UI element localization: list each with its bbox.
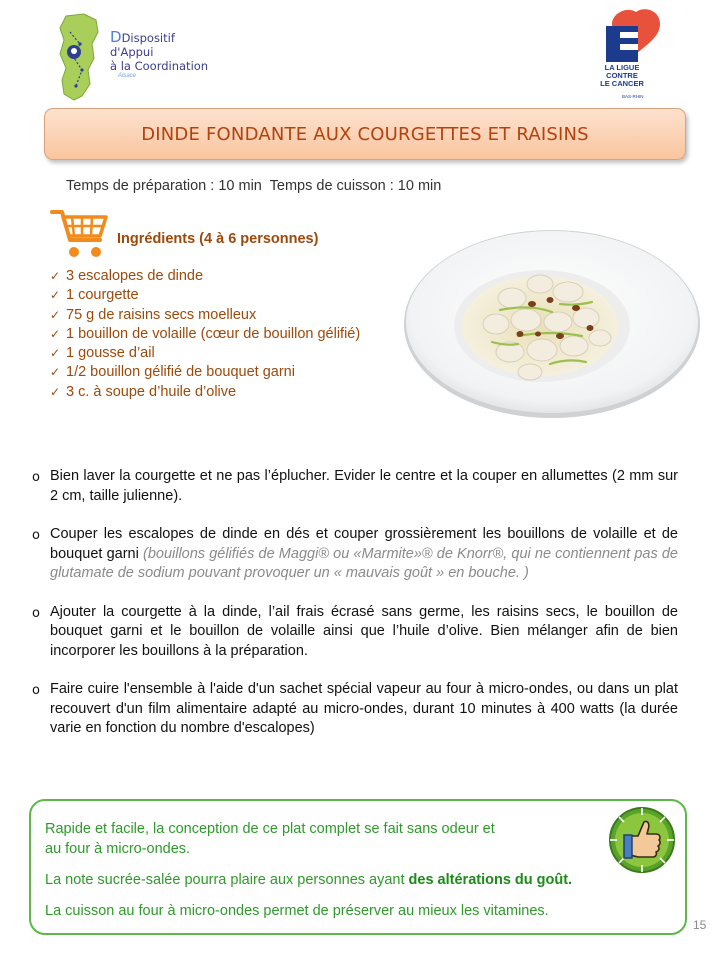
dac-logo-line1: Dispositif bbox=[121, 31, 175, 45]
ligue-cancer-logo-text bbox=[598, 64, 646, 88]
dish-photo bbox=[400, 224, 704, 434]
thumbs-up-icon bbox=[608, 806, 676, 874]
check-icon: ✓ bbox=[50, 307, 61, 322]
check-icon: ✓ bbox=[50, 269, 61, 283]
tip-taste bbox=[45, 871, 572, 891]
ligue-line2: CONTRE bbox=[606, 71, 638, 80]
ligue-sub: BAS-RHIN bbox=[622, 94, 644, 99]
bullet-icon: o bbox=[32, 470, 40, 485]
ligue-line1: LA LIGUE bbox=[604, 63, 640, 72]
step-text: Faire cuire l'ensemble à l'aide d'un sachet spécial vapeur au four à micro-ondes, ou dans un plat recouvert d'un film alimentaire adapté au micro-ondes, durant 10 minutes à 400 watts (la durée varie en fonction du nombre d'escalopes) bbox=[50, 681, 678, 736]
ingredient-item: ✓ 1 bouillon de volaille (cœur de bouillon gélifié) bbox=[50, 325, 360, 344]
step-item bbox=[32, 467, 678, 506]
bullet-icon: o bbox=[32, 683, 40, 698]
prep-cook-times: Temps de préparation : 10 min Temps de cuisson : 10 min bbox=[66, 178, 442, 194]
dac-logo-line3: à la Coordination bbox=[110, 59, 209, 73]
ligue-line3: LE CANCER bbox=[600, 79, 644, 88]
dac-logo-sub: Alsace bbox=[118, 73, 137, 79]
step-note: (bouillons gélifiés de Maggi® ou «Marmite»® de Knorr®, qui ne contiennent pas de glutamate de sodium pouvant provoquer un « mauvais goût » en bouche. ) bbox=[50, 545, 678, 581]
preparation-steps bbox=[32, 467, 678, 758]
ingredient-item: ✓ 75 g de raisins secs moelleux bbox=[50, 306, 360, 325]
tip-taste-bold: des altérations du goût. bbox=[408, 872, 573, 888]
step-text: Couper les escalopes de dinde en dés et couper grossièrement les bouillons de volaille et de bouquet garni bbox=[50, 526, 678, 562]
ingredient-item: ✓ 1 gousse d’ail bbox=[50, 344, 360, 363]
step-item bbox=[32, 603, 678, 662]
tip-quick bbox=[45, 820, 495, 859]
ingredient-item: ✓ 3 c. à soupe d’huile d’olive bbox=[50, 383, 360, 402]
alsace-map-icon bbox=[52, 10, 112, 106]
step-text: Ajouter la courgette à la dinde, l’ail frais écrasé sans germe, les raisins secs, le bouillon de bouquet garni et le bouillon de volaille ainsi que l’huile d’olive. Bien mélanger afin de bien incorporer les bouillons à la préparation. bbox=[50, 603, 678, 659]
ligue-cancer-emblem-icon bbox=[598, 8, 674, 64]
check-icon: ✓ bbox=[50, 346, 61, 361]
tips-box bbox=[29, 799, 687, 935]
ingredient-list bbox=[50, 267, 360, 402]
check-icon: ✓ bbox=[50, 326, 61, 341]
ingredient-item: ✓ 1/2 bouillon gélifié de bouquet garni bbox=[50, 363, 360, 382]
check-icon: ✓ bbox=[50, 365, 61, 380]
ingredients-heading: Ingrédients (4 à 6 personnes) bbox=[117, 231, 319, 247]
tip-taste-text: La note sucrée-salée pourra plaire aux personnes ayant bbox=[45, 872, 409, 888]
bullet-icon: o bbox=[32, 528, 40, 543]
dac-logo-text: DDispositif d'Appui à la Coordination bbox=[110, 28, 209, 73]
tip-quick-line1: Rapide et facile, la conception de ce plat complet se fait sans odeur et bbox=[45, 821, 495, 837]
step-text: Bien laver la courgette et ne pas l’éplucher. Evider le centre et la couper en allumettes (2 mm sur 2 cm, taille julienne). bbox=[50, 468, 678, 504]
bullet-icon: o bbox=[32, 605, 40, 621]
step-item bbox=[32, 525, 678, 584]
check-icon: ✓ bbox=[50, 384, 61, 399]
recipe-title-banner bbox=[44, 108, 686, 160]
tip-quick-line2: au four à micro-ondes. bbox=[45, 840, 191, 857]
dac-logo bbox=[52, 10, 212, 106]
dac-logo-line2: d'Appui bbox=[110, 45, 154, 59]
page-number: 15 bbox=[693, 918, 707, 932]
shopping-cart-icon bbox=[50, 206, 110, 262]
step-item bbox=[32, 680, 678, 739]
ligue-cancer-logo bbox=[598, 8, 674, 104]
ingredient-item: ✓ 3 escalopes de dinde bbox=[50, 267, 360, 286]
recipe-title: DINDE FONDANTE AUX COURGETTES ET RAISINS bbox=[141, 123, 589, 145]
tip-vitamins: La cuisson au four à micro-ondes permet de préserver au mieux les vitamines. bbox=[45, 903, 549, 919]
ingredient-item: ✓ 1 courgette bbox=[50, 286, 360, 305]
check-icon: ✓ bbox=[50, 288, 61, 303]
